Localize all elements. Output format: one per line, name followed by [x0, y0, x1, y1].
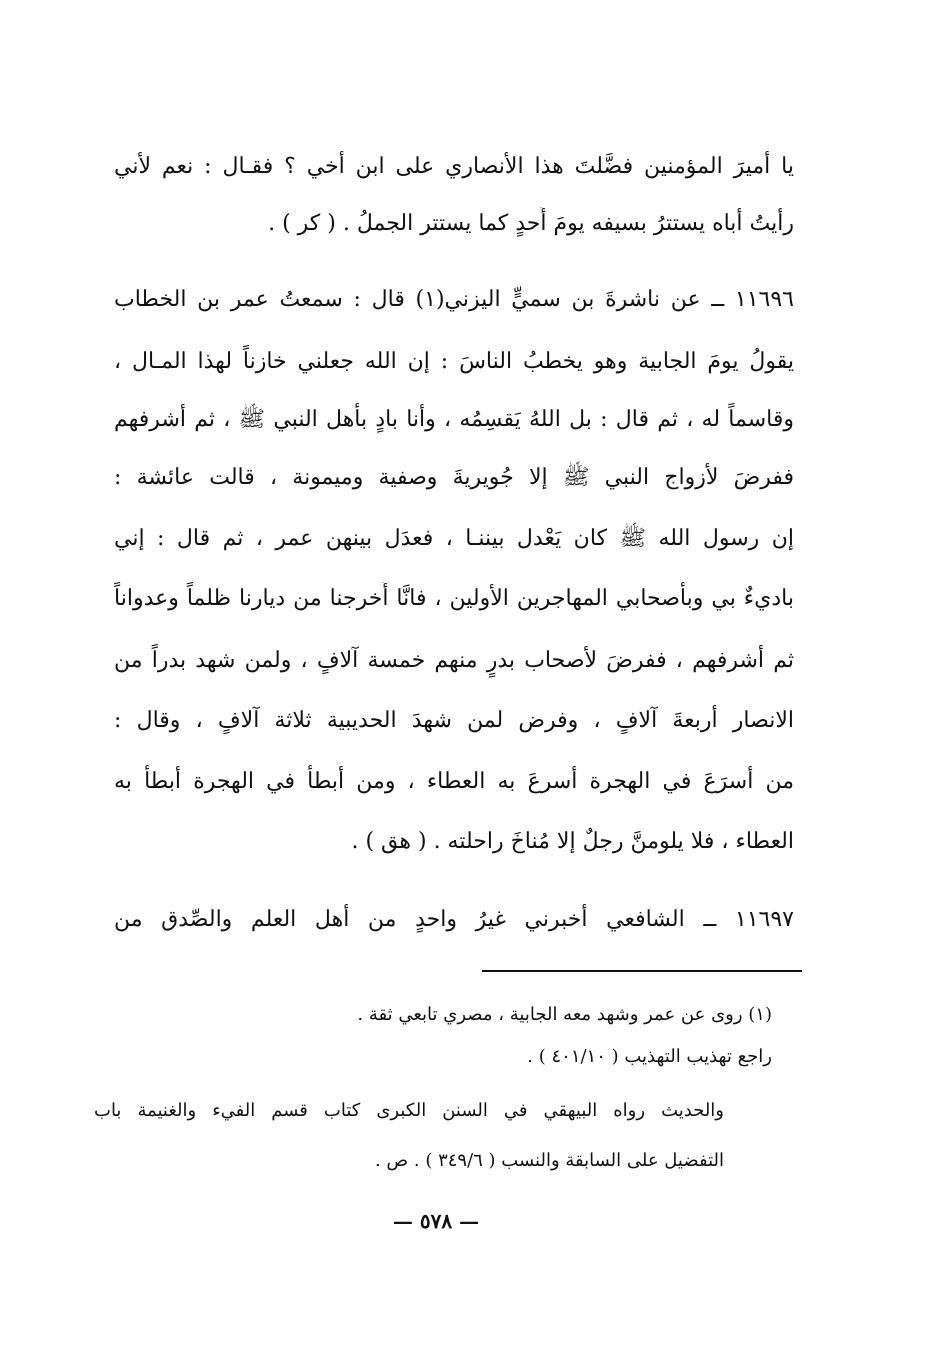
footnote-line-2: راجع تهذيب التهذيب ( ٤٠١/١٠ ) .: [527, 1046, 772, 1067]
text-line-11: من أسرَعَ في الهجرة أسرعَ به العطاء ، ومن أبطأ في الهجرة أبطأ به: [114, 769, 794, 794]
text-line-13: ١١٦٩٧ ــ الشافعي أخبرني غيرُ واحدٍ من أهل العلم والصِّدق من: [114, 907, 794, 932]
text-line-3: ١١٦٩٦ ــ عن ناشرةَ بن سميٍّ اليزني(١) قال : سمعتُ عمر بن الخطاب: [114, 287, 794, 312]
text-line-1: يا أميرَ المؤمنين فضَّلتَ هذا الأنصاري على ابن أخي ؟ فقـال : نعم لأني: [114, 154, 794, 179]
text-line-9: ثم أشرفهم ، ففرضَ لأصحاب بدرٍ منهم خمسة آلافٍ ، ولمن شهد بدراً من: [114, 648, 794, 673]
text-line-7: إن رسول الله ﷺ كان يَعْدل بيننـا ، فعدَل بينهن عمر ، ثم قال : إني: [114, 526, 794, 551]
text-line-12: العطاء ، فلا يلومنَّ رجلٌ إلا مُناخَ راحلته . ( هق ) .: [351, 829, 794, 854]
text-line-10: الانصار أربعةَ آلافٍ ، وفرض لمن شهدَ الحديبية ثلاثة آلافٍ ، وقال :: [114, 708, 794, 733]
page-number: — ٥٧٨ —: [392, 1209, 480, 1233]
footnote-line-4: التفضيل على السابقة والنسب ( ٣٤٩/٦ ) . ص .: [374, 1150, 724, 1171]
footnote-line-3: والحديث رواه البيهقي في السنن الكبرى كتاب قسم الفيء والغنيمة باب: [94, 1100, 724, 1121]
text-line-4: يقولُ يومَ الجابية وهو يخطبُ الناسَ : إن الله جعلني خازناً لهذا المـال ،: [114, 349, 794, 374]
text-line-8: باديءٌ بي وبأصحابي المهاجرين الأولين ، فانَّا أُخرجنا من ديارنا ظلماً وعدواناً: [114, 586, 794, 611]
text-line-5: وقاسماً له ، ثم قال : بل اللهُ يَقسِمُه ، وأنا بادٍ بأهل النبي ﷺ ، ثم أشرفهم: [114, 407, 794, 432]
text-line-6: ففرضَ لأزواج النبي ﷺ إلا جُويريةَ وصفية وميمونة ، قالت عائشة :: [114, 465, 794, 490]
footnote-line-1: (١) روى عن عمر وشهد معه الجابية ، مصري تابعي ثقة .: [357, 1004, 772, 1025]
text-line-2: رأيتُ أباه يستترُ بسيفه يومَ أُحدٍ كما يستتر الجملُ . ( كر ) .: [268, 211, 794, 236]
footnote-divider: [482, 970, 802, 972]
